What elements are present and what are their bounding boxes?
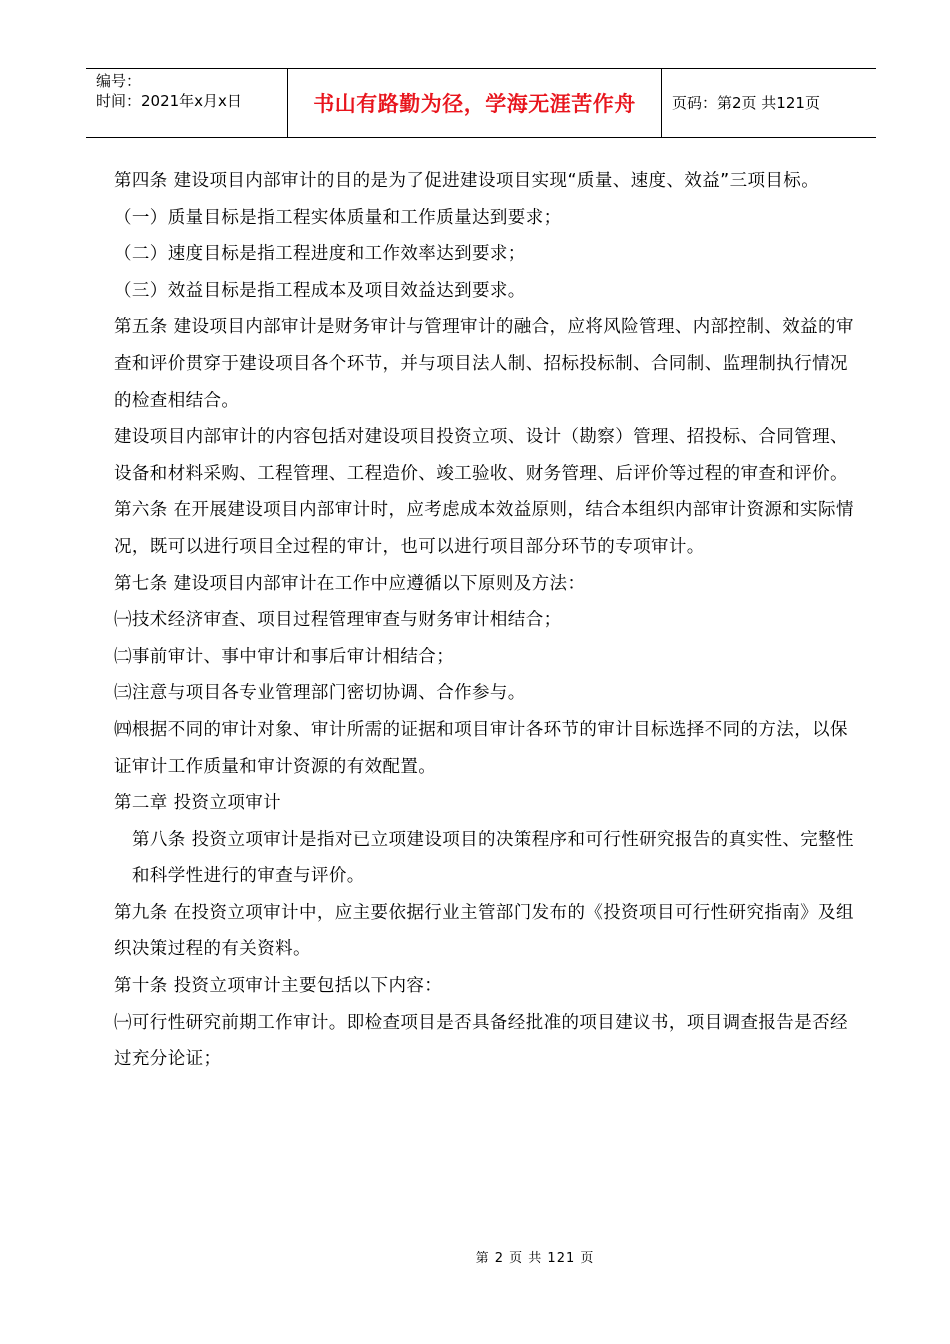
paragraph: 第六条 在开展建设项目内部审计时，应考虑成本效益原则，结合本组织内部审计资源和实际情况，既可以进行项目全过程的审计，也可以进行项目部分环节的专项审计。: [114, 500, 854, 557]
paragraph: ㈠可行性研究前期工作审计。即检查项目是否具备经批准的项目建议书，项目调查报告是否经过充分论证；: [114, 1012, 848, 1070]
chapter-heading: 第二章 投资立项审计: [114, 793, 282, 814]
header-info-cell: [86, 69, 288, 137]
paragraph: ㈣根据不同的审计对象、审计所需的证据和项目审计各环节的审计目标选择不同的方法，以保证审计工作质量和审计资源的有效配置。: [114, 719, 848, 777]
paragraph: 第十条 投资立项审计主要包括以下内容：: [114, 976, 443, 997]
paragraph: （二）速度目标是指工程进度和工作效率达到要求；: [114, 244, 526, 265]
serial-number-label: 编号：: [96, 72, 142, 90]
header-motto-cell: [288, 69, 662, 137]
paragraph: 第四条 建设项目内部审计的目的是为了促进建设项目实现“质量、速度、效益”三项目标。: [114, 171, 820, 191]
paragraph: 第七条 建设项目内部审计在工作中应遵循以下原则及方法：: [114, 573, 586, 594]
paragraph: ㈡事前审计、事中审计和事后审计相结合；: [114, 646, 455, 667]
time-label: 时间：2021年x月x日: [96, 92, 242, 110]
document-body: [114, 163, 854, 1078]
page-footer: 第 2 页 共 121 页: [475, 1251, 595, 1266]
page-code-label: 页码：第2页 共121页: [672, 94, 820, 112]
motto-text: 书山有路勤为径，学海无涯苦作舟: [313, 92, 636, 116]
paragraph: 建设项目内部审计的内容包括对建设项目投资立项、设计（勘察）管理、招投标、合同管理、设备和材料采购、工程管理、工程造价、竣工验收、财务管理、后评价等过程的审查和评价。: [114, 427, 848, 484]
paragraph: 第五条 建设项目内部审计是财务审计与管理审计的融合，应将风险管理、内部控制、效益的审查和评价贯穿于建设项目各个环节，并与项目法人制、招标投标制、合同制、监理制执行情况的检查相结合。: [114, 317, 854, 411]
document-header: [86, 68, 876, 138]
paragraph: （三）效益目标是指工程成本及项目效益达到要求。: [114, 280, 526, 301]
paragraph: ㈢注意与项目各专业管理部门密切协调、合作参与。: [114, 683, 526, 704]
paragraph: 第九条 在投资立项审计中，应主要依据行业主管部门发布的《投资项目可行性研究指南》及组织决策过程的有关资料。: [114, 902, 854, 960]
paragraph: ㈠技术经济审查、项目过程管理审查与财务审计相结合；: [114, 610, 562, 631]
paragraph: 第八条 投资立项审计是指对已立项建设项目的决策程序和可行性研究报告的真实性、完整性和科学性进行的审查与评价。: [132, 829, 854, 887]
paragraph: （一）质量目标是指工程实体质量和工作质量达到要求；: [114, 207, 562, 228]
header-page-cell: [662, 69, 876, 137]
